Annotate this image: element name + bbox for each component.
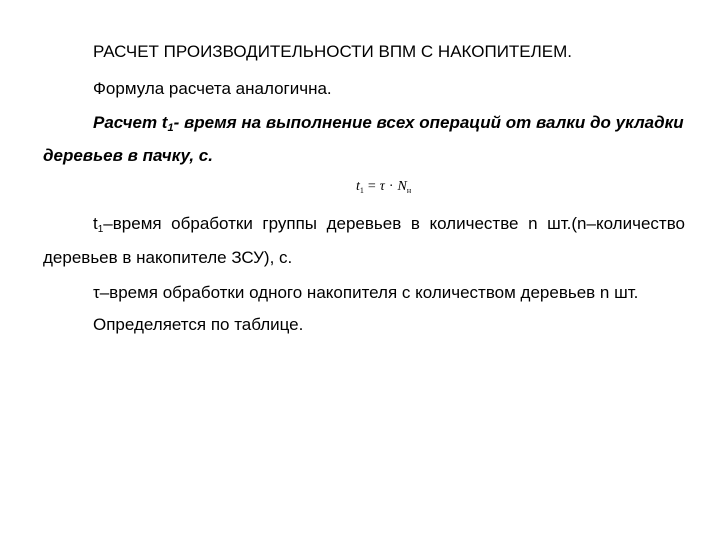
formula-n: N	[397, 179, 407, 194]
t1-symbol: t	[93, 214, 98, 233]
paragraph-t1-definition	[93, 113, 685, 138]
paragraph-t1-explanation	[93, 214, 685, 240]
formula-dot: ·	[388, 179, 394, 194]
formula-lhs: t	[356, 179, 360, 194]
page-title: РАСЧЕТ ПРОИЗВОДИТЕЛЬНОСТИ ВПМ С НАКОПИТЕЛЕМ.	[93, 42, 573, 61]
formula-lhs-subscript: 1	[359, 186, 364, 195]
paragraph-tau-definition: τ–время обработки одного накопителя с количеством деревьев n шт.	[93, 283, 639, 302]
formula-n-subscript: н	[406, 186, 412, 195]
paragraph-t1-explanation-continuation: деревьев в накопителе ЗСУ), с.	[43, 248, 293, 267]
t1-symbol-subscript: 1	[97, 224, 104, 235]
formula-tau: τ	[379, 179, 385, 194]
formula-equals: =	[367, 179, 376, 194]
formula	[356, 178, 411, 200]
t1-description: - время на выполнение всех операций от валки до укладки	[173, 113, 684, 132]
paragraph-t1-continuation: деревьев в пачку, с.	[43, 146, 213, 165]
paragraph-formula-note: Формула расчета аналогична.	[93, 79, 332, 98]
t1-subscript: 1	[167, 122, 174, 134]
paragraph-table-note: Определяется по таблице.	[93, 315, 304, 334]
t1-explanation-text: –время обработки группы деревьев в количестве n шт.(n–количество	[103, 214, 685, 233]
t1-label: Расчет t	[93, 113, 168, 132]
